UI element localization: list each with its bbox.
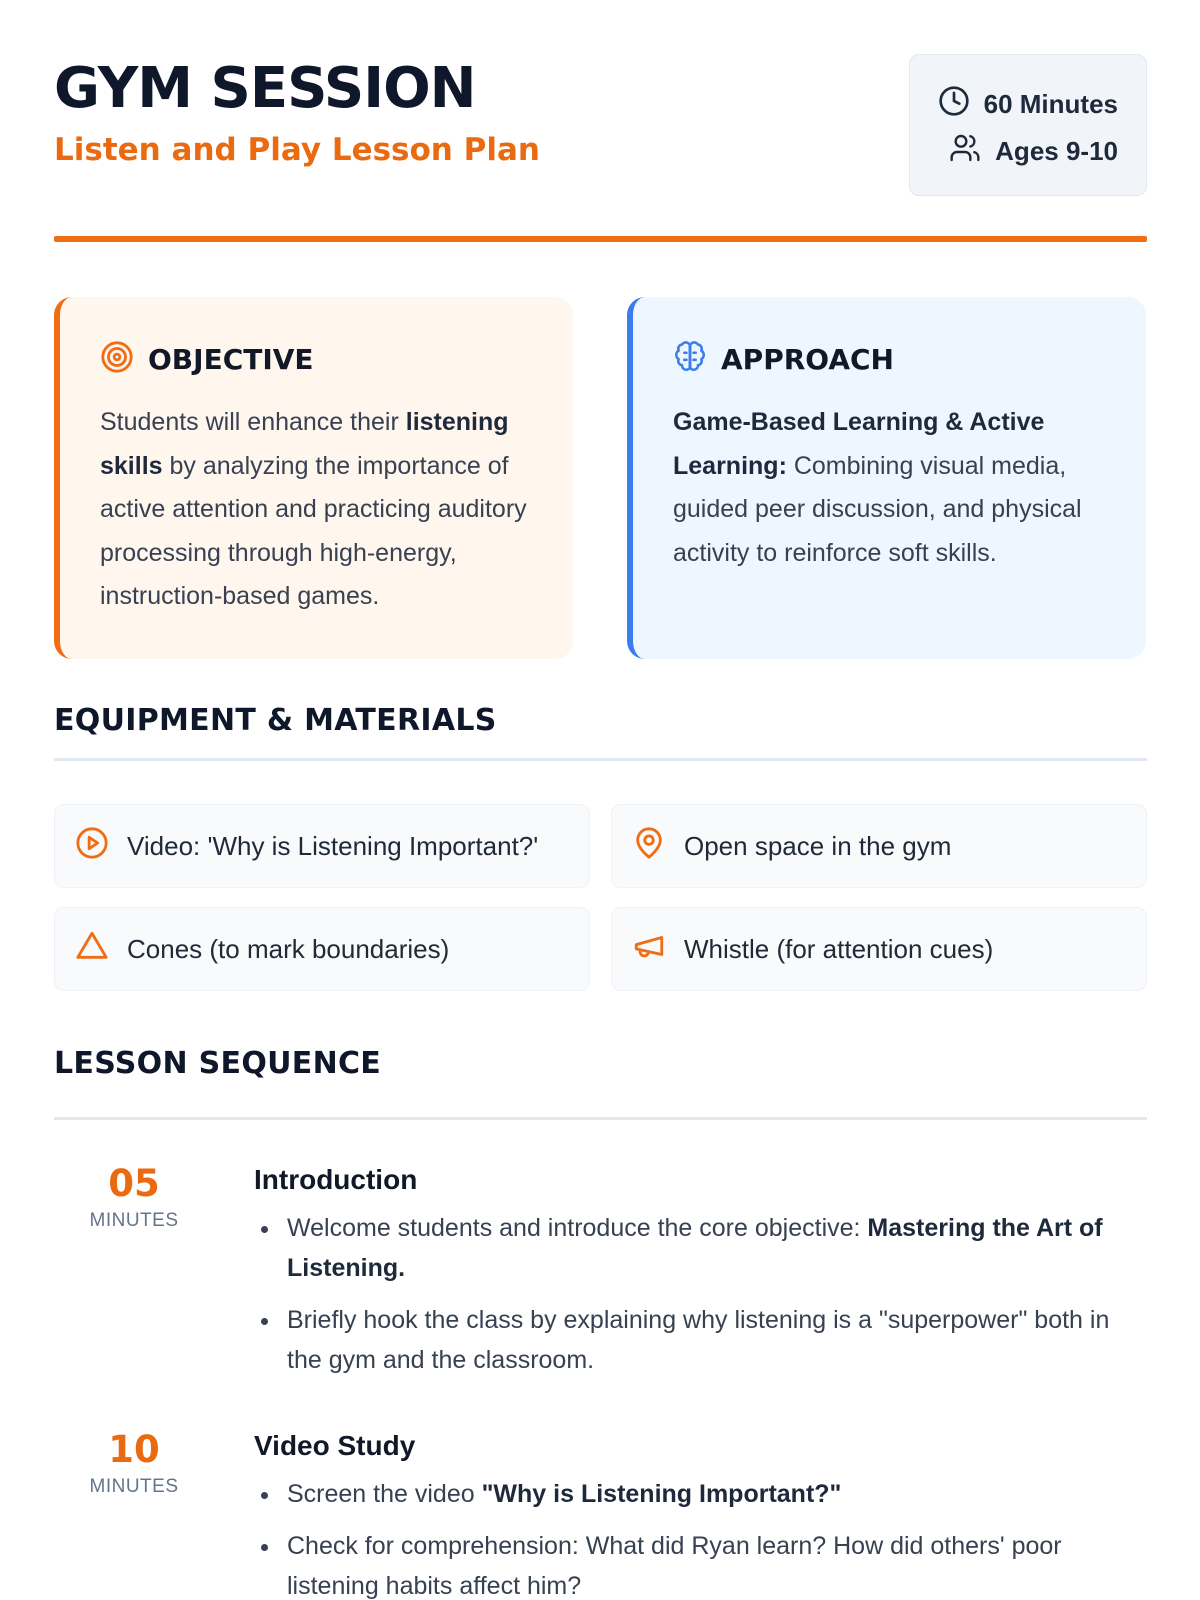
step-duration	[54, 1162, 214, 1232]
equipment-label: Video: 'Why is Listening Important?'	[127, 830, 539, 861]
step-bullet	[254, 1474, 1147, 1514]
duration-label: 60 Minutes	[983, 89, 1118, 119]
ages-row	[949, 132, 1118, 171]
bullet-bold: "Why is Listening Important?"	[481, 1480, 842, 1508]
page-subtitle: Listen and Play Lesson Plan	[54, 132, 540, 168]
step-duration	[54, 1428, 214, 1498]
step-content	[254, 1162, 1147, 1392]
play-circle-icon	[75, 826, 109, 867]
step-minutes: 10	[108, 1428, 160, 1471]
objective-text-bold: listening skills	[100, 408, 509, 480]
objective-text-part: Students will enhance their	[100, 408, 406, 436]
step-content	[254, 1428, 1147, 1600]
bullet-text: Check for comprehension: What did Ryan learn? How did others' poor listening habits affect him?	[287, 1532, 1062, 1600]
equipment-label: Open space in the gym	[684, 830, 952, 861]
step-minutes-unit: MINUTES	[89, 1210, 179, 1231]
objective-header	[100, 339, 533, 379]
ages-label: Ages 9-10	[995, 136, 1118, 166]
approach-text	[673, 401, 1106, 575]
approach-title: APPROACH	[721, 342, 894, 376]
approach-card	[627, 297, 1146, 659]
target-icon	[100, 340, 134, 379]
approach-text-part: Combining visual media, guided peer discussion, and physical activity to reinforce soft skills.	[673, 451, 1082, 567]
equipment-item-whistle	[611, 907, 1147, 991]
equipment-item-cones	[54, 907, 590, 991]
users-icon	[949, 132, 981, 171]
sequence-divider	[54, 1117, 1147, 1120]
equipment-heading: EQUIPMENT & MATERIALS	[54, 703, 497, 738]
clock-icon	[938, 85, 970, 124]
step-minutes: 05	[108, 1162, 160, 1205]
triangle-icon	[75, 929, 109, 970]
step-title: Video Study	[254, 1430, 416, 1461]
step-bullets	[254, 1208, 1147, 1380]
step-bullet	[254, 1300, 1147, 1380]
equipment-divider	[54, 758, 1147, 761]
objective-text	[100, 401, 533, 619]
session-meta-box	[909, 54, 1147, 196]
summary-cards	[54, 297, 1147, 659]
map-pin-icon	[632, 826, 666, 867]
sequence-heading: LESSON SEQUENCE	[54, 1046, 382, 1081]
step-title: Introduction	[254, 1164, 418, 1195]
header	[54, 0, 1147, 242]
equipment-label: Whistle (for attention cues)	[684, 933, 994, 964]
step-minutes-unit: MINUTES	[89, 1476, 179, 1497]
step-bullet	[254, 1526, 1147, 1600]
equipment-item-video	[54, 804, 590, 888]
brain-icon	[673, 340, 707, 379]
megaphone-icon	[632, 929, 666, 970]
bullet-bold: Mastering the Art of Listening.	[287, 1214, 1103, 1282]
objective-title: OBJECTIVE	[148, 342, 314, 376]
objective-text-part: by analyzing the importance of active attention and practicing auditory processing through high-energy, instruction-based games.	[100, 451, 527, 610]
approach-text-bold: Game-Based Learning & Active Learning:	[673, 408, 1045, 480]
header-divider	[54, 236, 1147, 242]
equipment-label: Cones (to mark boundaries)	[127, 933, 450, 964]
approach-header	[673, 339, 1106, 379]
bullet-text: Briefly hook the class by explaining why listening is a "superpower" both in the gym and the classroom.	[287, 1306, 1110, 1374]
duration-row	[938, 85, 1118, 124]
bullet-text: Screen the video	[287, 1480, 482, 1508]
step-bullet	[254, 1208, 1147, 1288]
step-bullets	[254, 1474, 1147, 1600]
lesson-plan-page	[54, 0, 1147, 1600]
equipment-item-space	[611, 804, 1147, 888]
objective-card	[54, 297, 573, 659]
bullet-text: Welcome students and introduce the core objective:	[287, 1214, 868, 1242]
page-title: GYM SESSION	[54, 56, 476, 121]
